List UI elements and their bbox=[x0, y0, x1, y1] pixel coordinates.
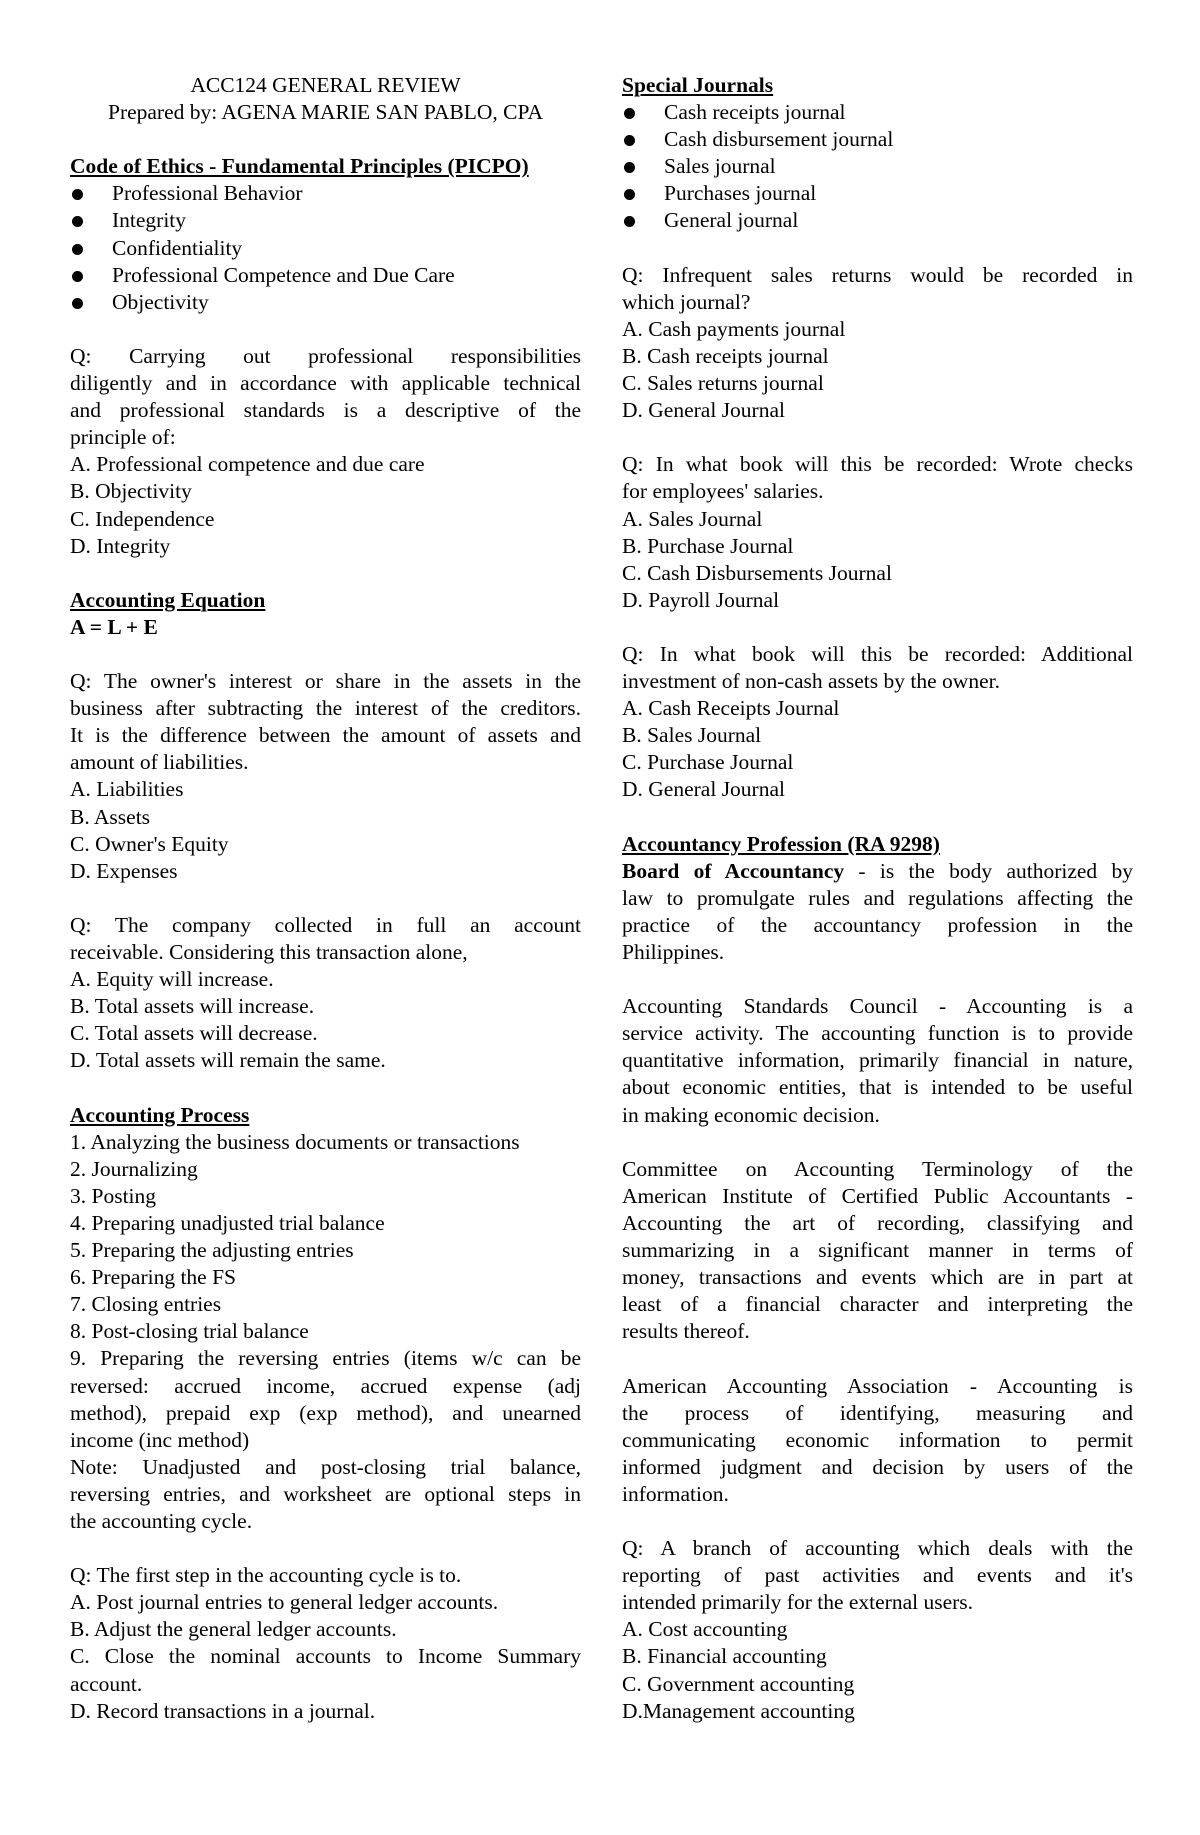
choice: A. Professional competence and due care bbox=[70, 452, 425, 477]
choice: D. Expenses bbox=[70, 858, 178, 883]
journals-heading: Special Journals bbox=[622, 73, 774, 97]
choice: A. Cash payments journal bbox=[622, 316, 846, 341]
journals-choices-1 bbox=[622, 316, 1133, 424]
committee-accounting-terminology: Committee on Accounting Terminology of the American Institute of Certified Public Accountants - Accounting the art of recording, classifying and summarizing in a significant manner in terms of money, transactions and events which are in part at least of a financial character and interpreting the results thereof. bbox=[622, 1156, 1133, 1344]
process-heading: Accounting Process bbox=[70, 1102, 250, 1127]
process-question: Q: The first step in the accounting cycle is to. bbox=[70, 1563, 462, 1588]
choice: D.Management accounting bbox=[622, 1698, 855, 1723]
bullet-icon bbox=[72, 216, 83, 227]
prepared-by: Prepared by: AGENA MARIE SAN PABLO, CPA bbox=[107, 100, 544, 125]
boa-term: Board of Accountancy bbox=[622, 858, 845, 883]
bullet-icon bbox=[624, 162, 635, 173]
list-item: Cash disbursement journal bbox=[622, 126, 1133, 153]
list-item: 6. Preparing the FS bbox=[70, 1265, 237, 1290]
choice: C. Independence bbox=[70, 506, 215, 531]
list-item: 2. Journalizing bbox=[70, 1156, 198, 1181]
list-item: General journal bbox=[622, 207, 1133, 234]
choice: D. Record transactions in a journal. bbox=[70, 1698, 376, 1723]
choice: C. Owner's Equity bbox=[70, 831, 229, 856]
equation-question-1: Q: The owner's interest or share in the assets in the business after subtracting the interest of the creditors. It is the difference between the amount of assets and amount of liabilities. bbox=[70, 669, 581, 775]
ethics-heading: Code of Ethics - Fundamental Principles (PICPO) bbox=[70, 154, 529, 179]
choice: A. Cash Receipts Journal bbox=[622, 696, 840, 721]
process-note: Note: Unadjusted and post-closing trial balance, reversing entries, and worksheet are optional steps in the accounting cycle. bbox=[70, 1454, 581, 1533]
bullet-icon bbox=[72, 298, 83, 309]
right-column bbox=[622, 72, 1133, 1725]
journals-question-2: Q: In what book will this be recorded: Wrote checks for employees' salaries. bbox=[622, 452, 1133, 504]
choice: D. Integrity bbox=[70, 533, 171, 558]
list-item: Integrity bbox=[70, 207, 581, 234]
list-item: 8. Post-closing trial balance bbox=[70, 1319, 309, 1344]
list-item: 4. Preparing unadjusted trial balance bbox=[70, 1210, 385, 1235]
choice: A. Equity will increase. bbox=[70, 967, 274, 992]
choice: C. Close the nominal accounts to Income Summary bbox=[70, 1644, 581, 1669]
ethics-list bbox=[70, 180, 581, 315]
choice: A. Cost accounting bbox=[622, 1617, 788, 1642]
journals-choices-3 bbox=[622, 695, 1133, 803]
choice: B. Financial accounting bbox=[622, 1644, 827, 1669]
bullet-icon bbox=[72, 244, 83, 255]
choice: C. Sales returns journal bbox=[622, 371, 824, 396]
list-item: Professional Competence and Due Care bbox=[70, 262, 581, 289]
equation-choices-1 bbox=[70, 776, 581, 884]
journals-question-3: Q: In what book will this be recorded: Additional investment of non-cash assets by the owner. bbox=[622, 641, 1133, 694]
choice: C. Government accounting bbox=[622, 1671, 855, 1696]
list-item: 9. Preparing the reversing entries (items w/c can be bbox=[70, 1346, 581, 1371]
process-choices: A. Post journal entries to general ledger accounts. B. Adjust the general ledger accounts. C. Close the nominal accounts to Income Summary account. D. Record transactions in a journal. bbox=[70, 1589, 581, 1724]
list-item: 1. Analyzing the business documents or transactions bbox=[70, 1129, 520, 1154]
choice: B. Assets bbox=[70, 804, 151, 829]
equation-choices-2 bbox=[70, 966, 581, 1074]
choice: A. Post journal entries to general ledger accounts. bbox=[70, 1590, 499, 1615]
bullet-icon bbox=[624, 189, 635, 200]
equation-question-2: Q: The company collected in full an account receivable. Considering this transaction alone, bbox=[70, 912, 581, 964]
choice: C. Purchase Journal bbox=[622, 750, 794, 775]
profession-choices bbox=[622, 1616, 1133, 1724]
list-item: Professional Behavior bbox=[70, 180, 581, 207]
choice: D. Total assets will remain the same. bbox=[70, 1048, 386, 1073]
choice: B. Sales Journal bbox=[622, 723, 762, 748]
process-steps: 1. Analyzing the business documents or transactions 2. Journalizing 3. Posting 4. Preparing unadjusted trial balance 5. Preparing the adjusting entries 6. Preparing the FS 7. Closing entries 8. Post-closing trial balance 9. Preparing the reversing entries (items w/c can be reversed: accrued income, accrued expense (adj method), prepaid exp (exp method), and unearned income (inc method) bbox=[70, 1129, 581, 1452]
journals-list bbox=[622, 99, 1133, 234]
choice: A. Liabilities bbox=[70, 777, 184, 802]
choice: B. Purchase Journal bbox=[622, 533, 794, 558]
list-item: Sales journal bbox=[622, 153, 1133, 180]
list-item: 5. Preparing the adjusting entries bbox=[70, 1238, 354, 1263]
list-item: Purchases journal bbox=[622, 180, 1133, 207]
bullet-icon bbox=[624, 135, 635, 146]
list-item: 3. Posting bbox=[70, 1183, 157, 1208]
choice: C. Total assets will decrease. bbox=[70, 1021, 318, 1046]
choice: D. General Journal bbox=[622, 777, 785, 802]
board-of-accountancy: Board of Accountancy - is the body authorized by law to promulgate rules and regulations affecting the practice of the accountancy profession in the Philippines. bbox=[622, 858, 1133, 964]
choice: B. Adjust the general ledger accounts. bbox=[70, 1617, 397, 1642]
bullet-icon bbox=[72, 189, 83, 200]
choice: A. Sales Journal bbox=[622, 506, 763, 531]
bullet-icon bbox=[72, 271, 83, 282]
left-column bbox=[70, 72, 581, 1725]
list-item: Cash receipts journal bbox=[622, 99, 1133, 126]
choice: D. General Journal bbox=[622, 398, 785, 423]
american-accounting-association: American Accounting Association - Accounting is the process of identifying, measuring and communicating economic information to permit informed judgment and decision by users of the information. bbox=[622, 1373, 1133, 1506]
list-item: Confidentiality bbox=[70, 235, 581, 262]
bullet-icon bbox=[624, 108, 635, 119]
ethics-choices bbox=[70, 451, 581, 559]
choice: B. Total assets will increase. bbox=[70, 994, 315, 1019]
choice: C. Cash Disbursements Journal bbox=[622, 560, 892, 585]
list-item: 7. Closing entries bbox=[70, 1292, 222, 1317]
document-title: ACC124 GENERAL REVIEW bbox=[190, 73, 461, 97]
list-item: Objectivity bbox=[70, 289, 581, 316]
profession-heading: Accountancy Profession (RA 9298) bbox=[622, 831, 940, 856]
journals-question-1: Q: Infrequent sales returns would be recorded in which journal? bbox=[622, 262, 1133, 314]
choice: D. Payroll Journal bbox=[622, 587, 780, 612]
equation-heading: Accounting Equation bbox=[70, 587, 266, 612]
choice: B. Objectivity bbox=[70, 479, 192, 504]
ethics-question: Q: Carrying out professional responsibilities diligently and in accordance with applicable technical and professional standards is a descriptive of the principle of: bbox=[70, 343, 581, 450]
choice: B. Cash receipts journal bbox=[622, 343, 829, 368]
equation-formula: A = L + E bbox=[70, 614, 158, 639]
journals-choices-2 bbox=[622, 506, 1133, 614]
profession-question: Q: A branch of accounting which deals with the reporting of past activities and events and it's intended primarily for the external users. bbox=[622, 1536, 1133, 1615]
bullet-icon bbox=[624, 216, 635, 227]
accounting-standards-council: Accounting Standards Council - Accounting is a service activity. The accounting function is to provide quantitative information, primarily financial in nature, about economic entities, that is intended to be useful in making economic decision. bbox=[622, 994, 1133, 1127]
